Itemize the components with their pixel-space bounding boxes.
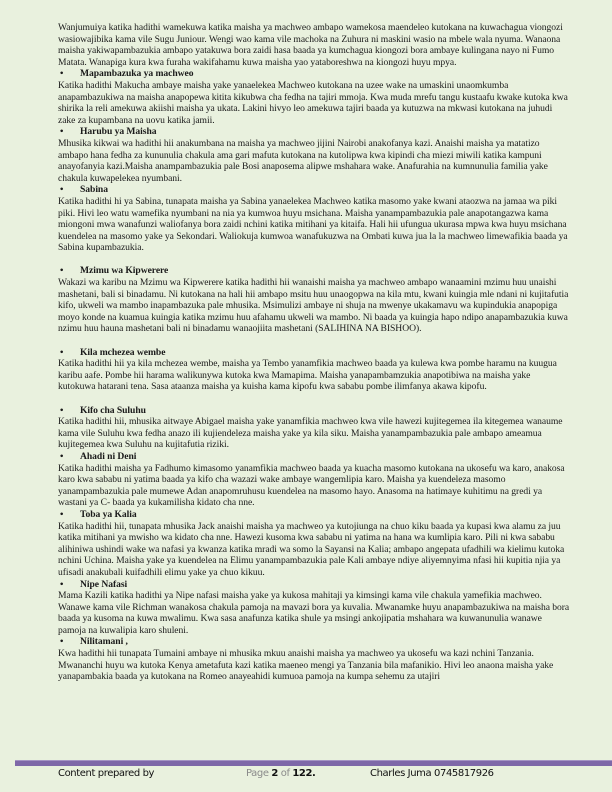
section-3	[58, 265, 570, 346]
section-title: Nilitamani ,	[80, 636, 128, 648]
section-6	[58, 451, 570, 509]
paragraph-gap	[58, 254, 570, 266]
page-of-label: of	[280, 768, 290, 779]
section-body: Katika hadithi hii, mhusika aitwaye Abigael maisha yake yanamfikia machweo kwa vile hawezi kujitegemea ila kitegemea wanaume kama vile Suluhu kwa fedha anazo ili kujiendeleza maisha yake ya kila siku. Maisha yanampambazukia pale ambapo ameamua kujitegemea kwa Suluhu na kujitafutia riziki.	[58, 416, 563, 451]
bullet-icon: •	[60, 404, 64, 416]
footer-author-contact: Charles Juma 0745817926	[370, 768, 494, 779]
section-heading	[58, 509, 570, 521]
section-heading	[58, 347, 570, 359]
document-body	[58, 22, 570, 683]
section-body: Mama Kazili katika hadithi ya Nipe nafasi maisha yake ya kukosa mahitaji ya kimsingi kama vile chakula yamefikia machweo. Wanawe kama vile Richman wanakosa chakula pamoja na mavazi bora ya kuvalia. Mwanamke huyu anapambazukiwa na maisha bora baada ya kusoma na kuwa mwalimu. Kwa sasa anafunza katika shule ya msingi ankojipatia mshahara wa kuwanunulia wanawe pamoja na kuwalipia karo shuleni.	[58, 590, 570, 636]
bullet-icon: •	[60, 346, 64, 358]
section-8	[58, 579, 570, 637]
section-title: Mapambazuka ya machweo	[80, 68, 194, 80]
intro-paragraph: Wanjumuiya katika hadithi wamekuwa katika maisha ya machweo ambapo wamekosa maendeleo kutokana na kuwachagua viongozi wasiowajibika kama vile Sugu Juniour. Wengi wao kama vile machoka na Zuhura ni maskini wasio na mbele wala nyuma. Wanaona maisha yakiwapambazukia ambapo yatakuwa bora zaidi hasa baada ya kumchagua kiongozi bora ambaye kulingana nayo ni Fumo Matata. Wanapiga kura kwa furaha wakifahamu kuwa maisha yao yataboreshwa na kiongozi huyu mpya.	[58, 22, 563, 68]
section-title: Kila mchezea wembe	[80, 346, 166, 358]
bullet-icon: •	[60, 184, 64, 196]
section-title: Ahadi ni Deni	[80, 450, 137, 462]
section-body: Katika hadithi hii ya kila mchezea wembe, maisha ya Tembo yanamfikia machweo baada ya kulewa kwa pombe haramu na kuugua karibu aafe. Pombe hii harama walikunywa kutoka kwa Mamapima. Maisha yanapambamzukia anapotibiwa na maisha yake kutokuwa hatarani tena. Sasa ataanza maisha ya kuisha kama kipofu kwa sababu pombe ilimfanya akawa kipofu.	[58, 358, 557, 393]
section-heading	[58, 265, 570, 277]
page-number	[246, 767, 315, 781]
section-body: Wakazi wa karibu na Mzimu wa Kipwerere katika hadithi hii wanaishi maisha ya machweo ambapo wanaamini mzimu huu unaishi mashetani, bali si binadamu. Ni kutokana na hali hii ambapo msitu huu unaogopwa na kila mtu, kwani kuingia mle ndani ni kujitafutia kifo, ukweli wa mambo inapambazuka pale mhusika. Msimulizi ambaye ni shuja na mwenye ukakamavu wa kupindukia anapopiga moyo konde na kuamua kuingia katika mzimu huu afahamu ukweli wa mambo. Ni baada ya kuingia hapo ndipo anapambazukia kuwa nzimu huu hauna mashetani bali ni binadamu wanaojiita mashetani (SALIHINA NA BISHOO).	[58, 277, 569, 335]
paragraph-gap	[58, 393, 570, 405]
section-heading	[58, 68, 570, 80]
page-footer	[0, 767, 612, 783]
bullet-icon: •	[60, 450, 64, 462]
paragraph-gap	[58, 335, 570, 347]
footer-divider-bar	[15, 760, 612, 766]
section-body: Katika hadithi hi ya Sabina, tunapata maisha ya Sabina yanaelekea Machweo katika masomo yake kwani ataozwa na jamaa wa piki piki. Hivi leo watu wamefika nyumbani na nia ya kumwoa huyu msichana. Maisha yanampambazukia pale anapotangazwa kama miongoni mwa wanafunzi waliofanya bora zaidi nchini katika mitihani ya kitaifa. Hali hii ufungua ukurasa mpwa kwa huyu msichana kuendelea na masomo yake ya Sekondari. Waliokuja kumwoa wanafukuzwa na Ombati kuwa jua la la machweo limewafikia baada ya Sabina kupambazukia.	[58, 195, 568, 254]
section-title: Toba ya Kalia	[80, 508, 137, 520]
section-body: Mhusika kikwai wa hadithi hii anakumbana na maisha ya machweo jijini Nairobi anakofanya kazi. Anaishi maisha ya matatizo ambapo hana fedha za kununulia chakula ama gari mafuta kutokana na kutolipwa kwa kipindi cha miezi miwili katika kampuni anayofanyia kazi.Maisha anampambazukia pale Bosi anaposema alipwe mshahara wake. Anafurahia na kumnunulia familia yake chakula kuwapelekea nyumbani.	[58, 137, 548, 184]
page-total: 122.	[292, 768, 316, 779]
section-title: Sabina	[80, 184, 108, 196]
page-label: Page	[246, 768, 269, 779]
bullet-icon: •	[60, 578, 64, 590]
bullet-icon: •	[60, 126, 64, 138]
section-7	[58, 509, 570, 579]
section-title: Nipe Nafasi	[80, 578, 128, 590]
section-body: Katika hadithi Makucha ambaye maisha yake yanaelekea Machweo kutokana na uzee wake na umaskini unaomkumba anapambazukiwa na maisha anapopewa kitita kikubwa cha fedha na tajiri mmoja. Kwa muda mrefu tangu kustaafu kwake kutoka kwa shirika la reli amekuwa akiishi maisha ya ukata. Lakini hivyo leo amekuwa tajiri baada ya kutuzwa na mkwasi kutokana na juhudi zake za kupambana na uovu katika jamii.	[58, 79, 568, 126]
section-title: Harubu ya Maisha	[80, 126, 157, 138]
section-2	[58, 184, 570, 265]
bullet-icon: •	[60, 508, 64, 520]
section-title: Mzimu wa Kipwerere	[80, 265, 169, 277]
section-heading	[58, 405, 570, 417]
section-1	[58, 126, 570, 184]
section-heading	[58, 451, 570, 463]
bullet-icon: •	[60, 265, 64, 277]
footer-credit-label: Content prepared by	[58, 768, 155, 779]
page-current: 2	[271, 768, 278, 779]
section-0	[58, 68, 570, 126]
section-heading	[58, 126, 570, 138]
section-title: Kifo cha Suluhu	[80, 404, 146, 416]
section-4	[58, 347, 570, 405]
section-5	[58, 405, 570, 451]
section-body: Katika hadithi hii, tunapata mhusika Jack anaishi maisha ya machweo ya kutojiunga na chuo kiku baada ya kupasi kwa alamu za juu katika mitihani ya mwisho wa kidato cha nne. Hawezi kusoma kwa sababu ni yatima na hana wa kumlipia karo. Pili ni kwa sababu alihiniwa ushindi wake wa nafasi ya kwanza katika mradi wa somo la Sayansi na Kalia; ambapo angepata ufadhili wa kielimu kutoka nchini Uchina. Maisha yake ya kuendelea na Elimu yanampambazukia pale Kali ambaye ndiye aliyemnyima nfasi hii kupitia njia ya ufisadi anakubali kuifadhili elimu yake ya chuo kikuu.	[58, 520, 565, 578]
section-heading	[58, 579, 570, 591]
section-heading	[58, 184, 570, 196]
section-body: Kwa hadithi hii tunapata Tumaini ambaye ni mhusika mkuu anaishi maisha ya machweo ya ukosefu wa kazi nchini Tanzania. Mwananchi huyu wa kutoka Kenya ametafuta kazi katika maeneo mengi ya Tanzania bila mafanikio. Hivi leo anaona maisha yake yanapambakia baada ya kutokana na Romeo anayeahidi kumuoa pamoja na kumpa sehemu za utajiri	[58, 648, 554, 683]
bullet-icon: •	[60, 68, 64, 80]
section-body: Katika hadithi maisha ya Fadhumo kimasomo yanamfikia machweo baada ya kuacha masomo kutokana na ukosefu wa karo, anakosa karo kwa sababu ni yatima baada ya kifo cha wazazi wake ambaye wangemlipia karo. Maisha ya kuendeleza masomo yanampambazukia pale mumewe Adan anapomruhusu kuendelea na masomo hayo. Anasoma na hatimaye kuhitimu na gredi ya wastani ya C- baada ya kukamilisha kidato cha nne.	[58, 462, 565, 509]
section-heading	[58, 636, 570, 648]
section-9	[58, 636, 570, 682]
bullet-icon: •	[60, 636, 64, 648]
